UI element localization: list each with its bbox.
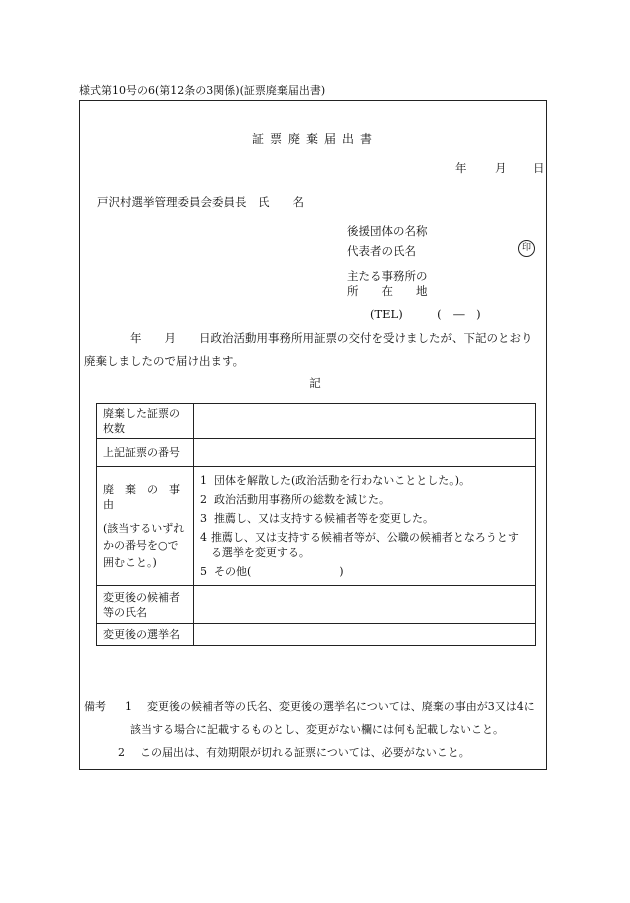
reason-note: (該当するいずれかの番号を○で囲むこと。) — [103, 521, 185, 569]
representative-label: 代表者の氏名 — [347, 244, 416, 258]
reason-label-cell — [97, 467, 194, 586]
count-label: 廃棄した証票の枚数 — [97, 404, 194, 439]
note-2-text: この届出は、有効期限が切れる証票については、必要がないこと。 — [140, 746, 470, 759]
date-line — [455, 160, 545, 176]
reason-option[interactable] — [200, 490, 529, 509]
org-name-label: 後援団体の名称 — [347, 224, 428, 238]
note-2 — [84, 741, 544, 764]
count-field[interactable] — [194, 404, 536, 439]
reason-num: 5 — [200, 565, 207, 578]
notes — [84, 695, 544, 764]
reason-option[interactable] — [200, 509, 529, 528]
number-label: 上記証票の番号 — [97, 439, 194, 467]
form-caption: 様式第10号の6(第12条の3関係)(証票廃棄届出書) — [79, 84, 326, 97]
table-row — [97, 467, 536, 586]
reason-option[interactable] — [200, 562, 529, 581]
table-row — [97, 439, 536, 467]
reason-num: 1 — [200, 474, 207, 487]
reason-num: 4 — [200, 531, 207, 544]
note-1-num: 1 — [125, 700, 132, 713]
table-row — [97, 586, 536, 624]
candidate-field[interactable] — [194, 586, 536, 624]
election-label: 変更後の選挙名 — [97, 624, 194, 646]
reason-text: 政治活動用事務所の総数を減じた。 — [214, 493, 390, 506]
table-row — [97, 624, 536, 646]
office-label: 主たる事務所の — [347, 269, 428, 283]
election-field[interactable] — [194, 624, 536, 646]
notes-header: 備考 — [84, 700, 106, 713]
reason-text: その他( ) — [214, 565, 344, 578]
table-row — [97, 404, 536, 439]
ki-heading: 記 — [309, 376, 321, 390]
reason-text: 推薦し、又は支持する候補者等を変更した。 — [214, 512, 434, 525]
tel-field[interactable]: (TEL) ( ― ) — [370, 307, 481, 321]
reason-options — [194, 467, 536, 586]
office-location-label: 所 在 地 — [347, 284, 428, 298]
date-day[interactable]: 日 — [533, 161, 545, 175]
reason-option[interactable] — [200, 471, 529, 490]
document-title: 証票廃棄届出書 — [251, 132, 378, 146]
note-2-num: 2 — [118, 746, 125, 759]
reason-num: 3 — [200, 512, 207, 525]
note-1-line1: 変更後の候補者等の氏名、変更後の選挙名については、廃棄の事由が3又は4に — [147, 700, 535, 713]
reason-text: 団体を解散した(政治活動を行わないこととした。)。 — [214, 474, 471, 487]
candidate-label: 変更後の候補者等の氏名 — [97, 586, 194, 624]
note-1 — [84, 695, 544, 718]
reason-num: 2 — [200, 493, 207, 506]
addressee: 戸沢村選挙管理委員会委員長 氏 名 — [97, 195, 304, 209]
reason-text: 推薦し、又は支持する候補者等が、公職の候補者となろうとする選挙を変更する。 — [210, 531, 519, 559]
seal-mark: 印 — [518, 240, 535, 257]
number-field[interactable] — [194, 439, 536, 467]
details-table — [96, 403, 536, 646]
body-text-line2: 廃棄しましたので届け出ます。 — [84, 354, 245, 368]
date-month[interactable]: 月 — [495, 161, 507, 175]
reason-option[interactable] — [200, 528, 529, 562]
note-1-cont: 該当する場合に記載するものとし、変更がない欄には何も記載しないこと。 — [130, 723, 504, 736]
date-year[interactable]: 年 — [455, 161, 467, 175]
body-text-line1: 年 月 日政治活動用事務所用証票の交付を受けましたが、下記のとおり — [130, 331, 533, 345]
reason-label: 廃 棄 の 事 由 — [103, 482, 191, 511]
